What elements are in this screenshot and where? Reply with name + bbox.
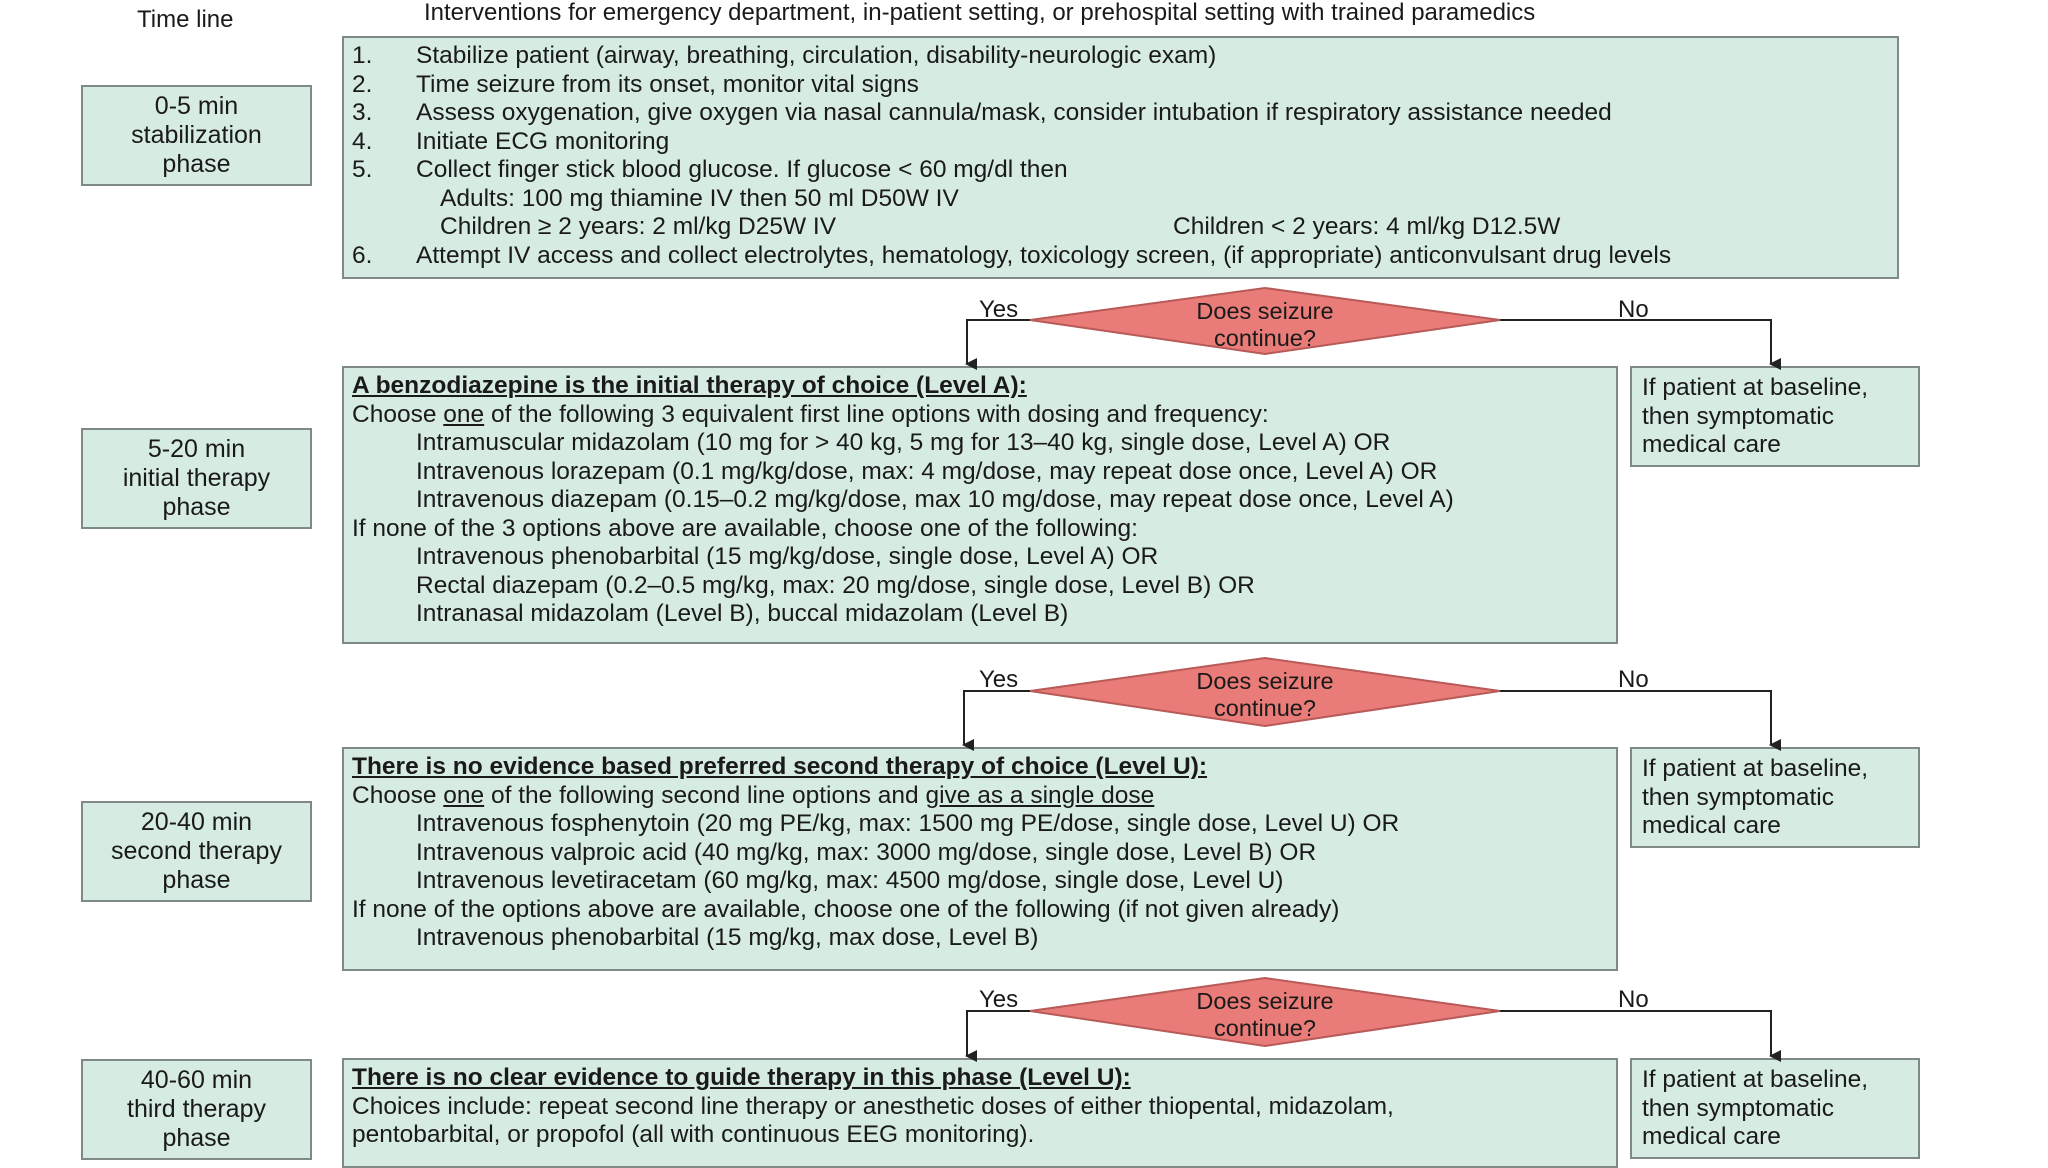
fallback-option: Rectal diazepam (0.2–0.5 mg/kg, max: 20 mg/dose, single dose, Level B) OR <box>416 571 1255 599</box>
no-arrow <box>1500 320 1771 364</box>
step-text: Time seizure from its onset, monitor vital signs <box>416 70 919 98</box>
interventions-header: Interventions for emergency department, in-patient setting, or prehospital setting with trained paramedics <box>424 0 1536 26</box>
instruction-text: of the following second line options and <box>484 781 926 809</box>
initial-therapy-fallback: If none of the 3 options above are available, choose one of the following: <box>352 514 1138 542</box>
decision-line: Does seizure <box>1196 668 1334 694</box>
adults-dose: Adults: 100 mg thiamine IV then 50 ml D50W IV <box>440 184 959 212</box>
second-therapy-title: There is no evidence based preferred second therapy of choice (Level U): <box>352 753 1208 780</box>
decision-line: continue? <box>1214 1015 1316 1041</box>
no-label: No <box>1618 986 1649 1013</box>
baseline-text: medical care <box>1642 431 1781 458</box>
decision-line: continue? <box>1214 325 1316 351</box>
fallback-option: Intranasal midazolam (Level B), buccal midazolam (Level B) <box>416 600 1069 627</box>
step-number: 4. <box>352 127 373 155</box>
second-line-option: Intravenous levetiracetam (60 mg/kg, max: 4500 mg/dose, single dose, Level U) <box>416 867 1284 894</box>
timeline-text: 20-40 min <box>140 808 253 836</box>
step-text: Collect finger stick blood glucose. If glucose < 60 mg/dl then <box>416 156 1068 183</box>
timeline-text: phase <box>162 866 231 894</box>
timeline-text: 40-60 min <box>140 1066 253 1094</box>
timeline-text: phase <box>162 1124 231 1152</box>
timeline-text: stabilization <box>131 121 262 149</box>
step-text: Stabilize patient (airway, breathing, circulation, disability-neurologic exam) <box>416 42 1217 69</box>
baseline-text: If patient at baseline, <box>1642 374 1869 401</box>
baseline-text: then symptomatic <box>1642 783 1834 811</box>
yes-arrow <box>967 1011 1030 1056</box>
yes-arrow <box>964 691 1030 745</box>
baseline-text: then symptomatic <box>1642 402 1834 430</box>
timeline-header: Time line <box>137 6 234 33</box>
fallback-option: Intravenous phenobarbital (15 mg/kg/dose, single dose, Level A) OR <box>416 543 1159 570</box>
step-number: 5. <box>352 156 373 183</box>
timeline-text: initial therapy <box>122 464 271 492</box>
decision-line: continue? <box>1214 695 1316 721</box>
baseline-text: medical care <box>1642 1123 1781 1150</box>
third-therapy-line: pentobarbital, or propofol (all with continuous EEG monitoring). <box>352 1121 1035 1148</box>
yes-arrow <box>967 320 1030 364</box>
step-number: 2. <box>352 70 373 98</box>
baseline-text: If patient at baseline, <box>1642 1066 1869 1093</box>
children-lt2-dose: Children < 2 years: 4 ml/kg D12.5W <box>1173 213 1561 240</box>
second-therapy-fallback: If none of the options above are available, choose one of the following (if not given already) <box>352 895 1340 923</box>
decision-text <box>1135 988 1395 1042</box>
no-label: No <box>1618 666 1649 693</box>
step-text: Attempt IV access and collect electrolytes, hematology, toxicology screen, (if appropriate) anticonvulsant drug levels <box>416 241 1672 269</box>
decision-line: Does seizure <box>1196 298 1334 324</box>
baseline-text: medical care <box>1642 812 1781 839</box>
no-arrow <box>1500 691 1771 745</box>
instruction-underlined: one <box>443 781 485 809</box>
step-text: Assess oxygenation, give oxygen via nasal cannula/mask, consider intubation if respiratory assistance needed <box>416 99 1612 126</box>
instruction-underlined: give as a single dose <box>925 781 1155 809</box>
decision-text <box>1135 298 1395 352</box>
timeline-text: second therapy <box>111 837 282 865</box>
second-line-option: Intravenous fosphenytoin (20 mg PE/kg, max: 1500 mg PE/dose, single dose, Level U) OR <box>416 810 1400 837</box>
instruction-text: Choose <box>352 781 444 809</box>
instruction-underlined: one <box>443 400 485 428</box>
baseline-text: If patient at baseline, <box>1642 755 1869 782</box>
timeline-text: phase <box>162 493 231 521</box>
first-line-option: Intravenous diazepam (0.15–0.2 mg/kg/dose, max 10 mg/dose, may repeat dose once, Level A) <box>416 486 1454 513</box>
third-therapy-line: Choices include: repeat second line therapy or anesthetic doses of either thiopental, midazolam, <box>352 1092 1394 1120</box>
first-line-option: Intramuscular midazolam (10 mg for > 40 kg, 5 mg for 13–40 kg, single dose, Level A) OR <box>416 429 1391 456</box>
decision-line: Does seizure <box>1196 988 1334 1014</box>
step-text: Initiate ECG monitoring <box>416 127 670 155</box>
step-number: 1. <box>352 42 373 69</box>
fallback-option: Intravenous phenobarbital (15 mg/kg, max dose, Level B) <box>416 924 1039 951</box>
second-line-option: Intravenous valproic acid (40 mg/kg, max: 3000 mg/dose, single dose, Level B) OR <box>416 838 1317 866</box>
no-arrow <box>1500 1011 1771 1056</box>
children-ge2-dose: Children ≥ 2 years: 2 ml/kg D25W IV <box>440 213 837 240</box>
instruction-text: Choose <box>352 400 444 428</box>
timeline-text: third therapy <box>127 1095 266 1123</box>
yes-label: Yes <box>979 296 1019 323</box>
step-number: 6. <box>352 241 373 269</box>
baseline-text: then symptomatic <box>1642 1094 1834 1122</box>
timeline-text: 5-20 min <box>147 435 246 463</box>
instruction-text: of the following 3 equivalent first line options with dosing and frequency: <box>484 400 1269 428</box>
first-line-option: Intravenous lorazepam (0.1 mg/kg/dose, max: 4 mg/dose, may repeat dose once, Level A) OR <box>416 457 1438 485</box>
timeline-text: 0-5 min <box>154 92 239 120</box>
timeline-text: phase <box>162 150 231 178</box>
no-label: No <box>1618 296 1649 323</box>
initial-therapy-title: A benzodiazepine is the initial therapy of choice (Level A): <box>352 372 1027 399</box>
decision-text <box>1135 668 1395 722</box>
step-number: 3. <box>352 99 373 126</box>
third-therapy-title: There is no clear evidence to guide therapy in this phase (Level U): <box>352 1064 1131 1091</box>
yes-label: Yes <box>979 666 1019 693</box>
yes-label: Yes <box>979 986 1019 1013</box>
